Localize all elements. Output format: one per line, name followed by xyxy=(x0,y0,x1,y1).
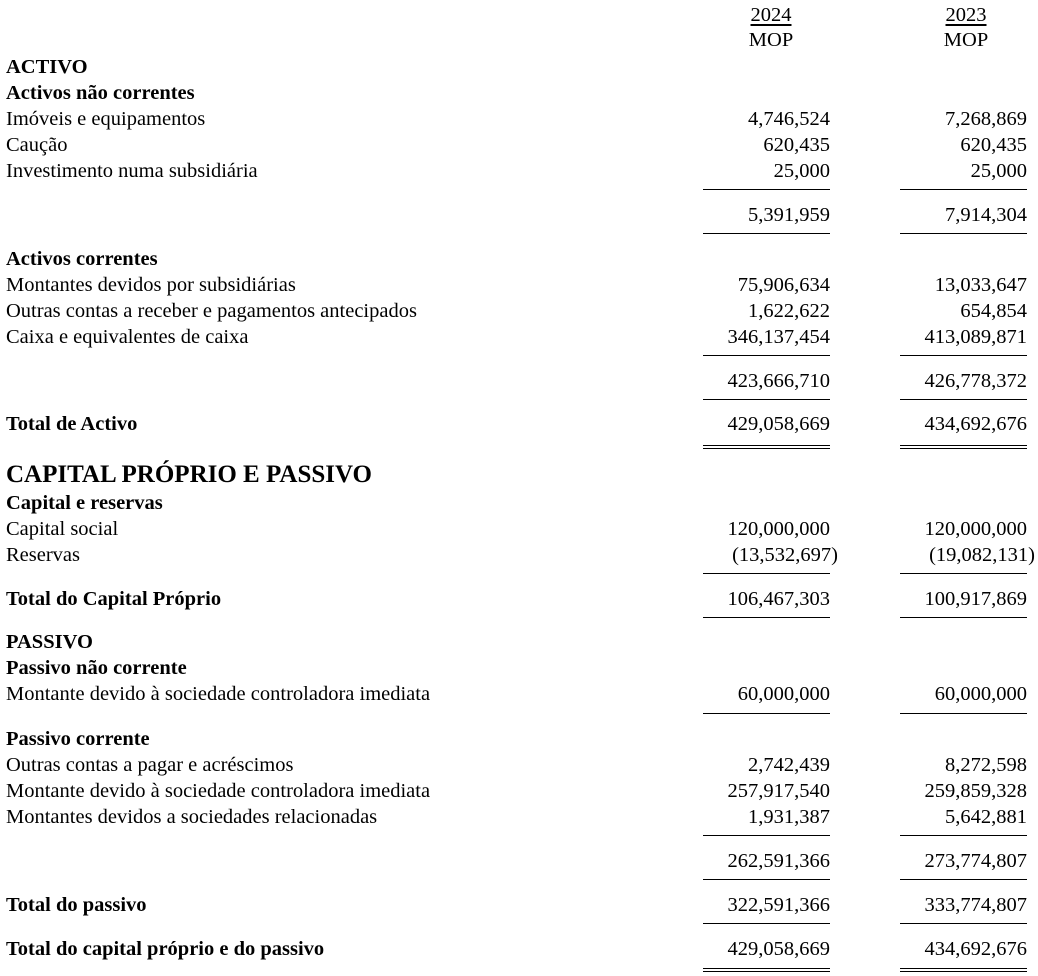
subtotal-2023: 7,914,304 xyxy=(945,204,1027,226)
table-row xyxy=(0,159,1038,183)
column-year-2023: 2023 xyxy=(945,4,987,26)
value-2023: 13,033,647 xyxy=(934,274,1027,296)
total-label: Total do Capital Próprio xyxy=(6,588,222,610)
value-2024: 120,000,000 xyxy=(727,518,830,540)
value-2024: 25,000 xyxy=(773,160,830,182)
column-year-2024: 2024 xyxy=(750,4,792,26)
section-heading-row xyxy=(0,630,1038,654)
sum-rule xyxy=(900,233,1027,234)
subtotal-2023: 273,774,807 xyxy=(924,850,1027,872)
value-2024: 4,746,524 xyxy=(748,108,830,130)
value-2024: (13,532,697) xyxy=(732,544,838,566)
value-2024: 75,906,634 xyxy=(737,274,830,296)
total-row xyxy=(0,412,1038,436)
sum-rule xyxy=(703,399,830,400)
value-2023: 7,268,869 xyxy=(945,108,1027,130)
subtotal-2024: 5,391,959 xyxy=(748,204,830,226)
value-2024: 2,742,439 xyxy=(748,754,830,776)
value-2023: 413,089,871 xyxy=(924,326,1027,348)
total-label: Total de Activo xyxy=(6,413,138,435)
row-label: Outras contas a pagar e acréscimos xyxy=(6,754,294,776)
table-row xyxy=(0,805,1038,829)
row-label: Montantes devidos por subsidiárias xyxy=(6,274,296,296)
row-label: Capital social xyxy=(6,518,119,540)
value-2024: 1,931,387 xyxy=(748,806,830,828)
double-rule xyxy=(703,968,830,972)
subsection-heading-row xyxy=(0,247,1038,271)
column-unit-2023: MOP xyxy=(943,29,989,51)
sum-rule xyxy=(900,835,1027,836)
sum-rule xyxy=(703,879,830,880)
table-row xyxy=(0,325,1038,349)
sum-rule xyxy=(703,189,830,190)
value-2024: 257,917,540 xyxy=(727,780,830,802)
section-heading-activo: ACTIVO xyxy=(6,56,88,78)
section-heading-capital-passivo: CAPITAL PRÓPRIO E PASSIVO xyxy=(6,461,372,488)
table-row xyxy=(0,543,1038,567)
row-label: Caixa e equivalentes de caixa xyxy=(6,326,249,348)
total-2023: 434,692,676 xyxy=(924,413,1027,435)
table-row xyxy=(0,753,1038,777)
table-row xyxy=(0,107,1038,131)
subsection-heading-capital-reservas: Capital e reservas xyxy=(6,492,163,514)
value-2023: 5,642,881 xyxy=(945,806,1027,828)
grand-total-label: Total do capital próprio e do passivo xyxy=(6,938,325,960)
total-2024: 322,591,366 xyxy=(727,894,830,916)
value-2024: 346,137,454 xyxy=(727,326,830,348)
sum-rule xyxy=(703,835,830,836)
grand-total-2023: 434,692,676 xyxy=(924,938,1027,960)
value-2023: 8,272,598 xyxy=(945,754,1027,776)
row-label: Montantes devidos a sociedades relacionadas xyxy=(6,806,378,828)
sum-rule xyxy=(900,713,1027,714)
sum-rule xyxy=(703,713,830,714)
subsection-heading-row xyxy=(0,727,1038,751)
column-header-2024 xyxy=(701,3,841,53)
grand-total-row xyxy=(0,937,1038,961)
table-row xyxy=(0,273,1038,297)
double-rule xyxy=(900,445,1027,449)
table-row xyxy=(0,517,1038,541)
row-label: Reservas xyxy=(6,544,81,566)
subsection-heading-activos-correntes: Activos correntes xyxy=(6,248,158,270)
subsection-heading-passivo-corrente: Passivo corrente xyxy=(6,728,150,750)
row-label: Montante devido à sociedade controladora imediata xyxy=(6,780,431,802)
subsection-heading-activos-nao-correntes: Activos não correntes xyxy=(6,82,195,104)
grand-total-2024: 429,058,669 xyxy=(727,938,830,960)
value-2023: 259,859,328 xyxy=(924,780,1027,802)
sum-rule xyxy=(703,233,830,234)
sum-rule xyxy=(900,189,1027,190)
total-2024: 429,058,669 xyxy=(727,413,830,435)
sum-rule xyxy=(703,617,830,618)
sum-rule xyxy=(900,399,1027,400)
sum-rule xyxy=(703,573,830,574)
column-header-2023 xyxy=(896,3,1036,53)
table-row xyxy=(0,779,1038,803)
sum-rule xyxy=(900,355,1027,356)
column-unit-2024: MOP xyxy=(748,29,794,51)
value-2023: 654,854 xyxy=(960,300,1027,322)
value-2023: 60,000,000 xyxy=(934,683,1027,705)
sum-rule xyxy=(703,355,830,356)
total-2023: 333,774,807 xyxy=(924,894,1027,916)
sum-rule xyxy=(900,573,1027,574)
total-2023: 100,917,869 xyxy=(924,588,1027,610)
sum-rule xyxy=(703,923,830,924)
value-2023: (19,082,131) xyxy=(929,544,1035,566)
section-heading-passivo: PASSIVO xyxy=(6,631,93,653)
row-label: Caução xyxy=(6,134,68,156)
sum-rule xyxy=(900,617,1027,618)
value-2024: 60,000,000 xyxy=(737,683,830,705)
subtotal-2024: 262,591,366 xyxy=(727,850,830,872)
subsection-heading-row xyxy=(0,656,1038,680)
section-heading-row xyxy=(0,55,1038,79)
subsection-heading-row xyxy=(0,81,1038,105)
total-2024: 106,467,303 xyxy=(727,588,830,610)
subtotal-row xyxy=(0,203,1038,227)
subtotal-2023: 426,778,372 xyxy=(924,370,1027,392)
table-row xyxy=(0,299,1038,323)
subsection-heading-row xyxy=(0,491,1038,515)
value-2024: 620,435 xyxy=(763,134,830,156)
row-label: Outras contas a receber e pagamentos antecipados xyxy=(6,300,417,322)
table-row xyxy=(0,682,1038,706)
row-label: Investimento numa subsidiária xyxy=(6,160,258,182)
value-2023: 620,435 xyxy=(960,134,1027,156)
double-rule xyxy=(703,445,830,449)
subtotal-row xyxy=(0,849,1038,873)
table-row xyxy=(0,133,1038,157)
subtotal-row xyxy=(0,369,1038,393)
row-label: Montante devido à sociedade controladora imediata xyxy=(6,683,431,705)
sum-rule xyxy=(900,879,1027,880)
value-2023: 120,000,000 xyxy=(924,518,1027,540)
section-heading-row xyxy=(0,461,1038,489)
sum-rule xyxy=(900,923,1027,924)
total-row xyxy=(0,587,1038,611)
row-label: Imóveis e equipamentos xyxy=(6,108,206,130)
value-2024: 1,622,622 xyxy=(748,300,830,322)
subsection-heading-passivo-nao-corrente: Passivo não corrente xyxy=(6,657,187,679)
total-label: Total do passivo xyxy=(6,894,147,916)
subtotal-2024: 423,666,710 xyxy=(727,370,830,392)
total-row xyxy=(0,893,1038,917)
double-rule xyxy=(900,968,1027,972)
value-2023: 25,000 xyxy=(970,160,1027,182)
